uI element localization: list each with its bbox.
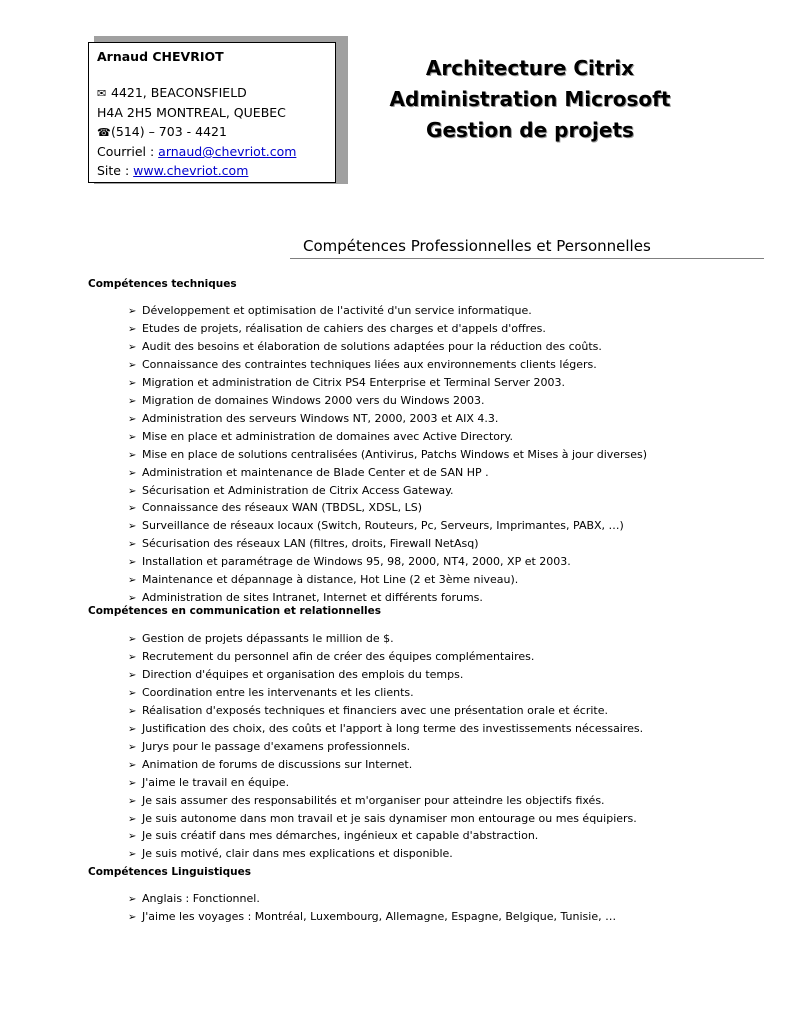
arrow-bullet-icon: ➢ <box>128 741 137 753</box>
list-item-text: Migration et administration de Citrix PS4 Enterprise et Terminal Server 2003. <box>142 375 566 389</box>
list-item-text: Je sais assumer des responsabilités et m'organiser pour atteindre les objectifs fixés. <box>142 793 605 807</box>
list-item <box>128 357 647 375</box>
list-item <box>128 667 643 685</box>
contact-phone: (514) – 703 - 4421 <box>111 124 227 139</box>
technical-skills-list <box>128 303 647 608</box>
list-item <box>128 721 643 739</box>
arrow-bullet-icon: ➢ <box>128 575 137 587</box>
list-item-text: Administration de sites Intranet, Internet et différents forums. <box>142 591 483 605</box>
list-item-text: Développement et optimisation de l'activité d'un service informatique. <box>142 304 532 317</box>
headline-line-3: Gestion de projets <box>426 118 634 142</box>
list-item <box>128 685 643 703</box>
arrow-bullet-icon: ➢ <box>128 413 137 425</box>
list-item <box>128 393 647 411</box>
list-item-text: Anglais : Fonctionnel. <box>142 892 260 905</box>
arrow-bullet-icon: ➢ <box>128 593 137 605</box>
list-item <box>128 775 643 793</box>
list-item-text: Administration et maintenance de Blade Center et de SAN HP . <box>142 465 489 479</box>
contact-email-link[interactable]: arnaud@chevriot.com <box>158 144 297 159</box>
list-item-text: Direction d'équipes et organisation des emplois du temps. <box>142 667 464 681</box>
arrow-bullet-icon: ➢ <box>128 634 137 645</box>
list-item <box>128 649 643 667</box>
list-item-text: J'aime le travail en équipe. <box>142 775 290 789</box>
section-title: Compétences Professionnelles et Personnelles <box>303 237 651 255</box>
list-item <box>128 411 647 429</box>
list-item-text: Surveillance de réseaux locaux (Switch, Routeurs, Pc, Serveurs, Imprimantes, PABX, …) <box>142 519 624 533</box>
contact-city: H4A 2H5 MONTREAL, QUEBEC <box>97 105 286 120</box>
subsection-title-languages: Compétences Linguistiques <box>88 866 251 878</box>
list-item-text: Je suis créatif dans mes démarches, ingénieux et capable d'abstraction. <box>142 829 539 843</box>
list-item-text: Administration des serveurs Windows NT, 2000, 2003 et AIX 4.3. <box>142 411 499 425</box>
arrow-bullet-icon: ➢ <box>128 759 137 771</box>
contact-site-line <box>97 161 335 180</box>
headline-line-1: Architecture Citrix <box>425 56 635 80</box>
list-item <box>128 321 647 339</box>
contact-name: Arnaud CHEVRIOT <box>97 49 224 64</box>
list-item-text: J'aime les voyages : Montréal, Luxembourg, Allemagne, Espagne, Belgique, Tunisie, … <box>142 909 617 923</box>
list-item <box>128 429 647 447</box>
list-item-text: Jurys pour le passage d'examens professionnels. <box>142 739 411 753</box>
list-item-text: Connaissance des contraintes techniques liées aux environnements clients légers. <box>142 357 597 371</box>
contact-email-line <box>97 142 335 161</box>
list-item-text: Migration de domaines Windows 2000 vers du Windows 2003. <box>142 393 485 407</box>
list-item <box>128 465 647 483</box>
list-item-text: Connaissance des réseaux WAN (TBDSL, XDSL, LS) <box>142 501 423 515</box>
contact-box <box>88 42 336 183</box>
list-item-text: Mise en place et administration de domaines avec Active Directory. <box>142 429 513 443</box>
list-item <box>128 846 643 864</box>
list-item <box>128 891 616 909</box>
list-item <box>128 909 616 927</box>
list-item-text: Coordination entre les intervenants et les clients. <box>142 685 414 699</box>
list-item-text: Animation de forums de discussions sur Internet. <box>142 757 413 771</box>
contact-address: 4421, BEACONSFIELD <box>111 85 247 100</box>
phone-icon: ☎ <box>97 126 111 139</box>
list-item <box>128 631 643 649</box>
headline-line-2: Administration Microsoft <box>389 87 671 111</box>
arrow-bullet-icon: ➢ <box>128 777 137 789</box>
list-item-text: Gestion de projets dépassants le million de $. <box>142 632 394 645</box>
communication-skills-list <box>128 631 643 864</box>
arrow-bullet-icon: ➢ <box>128 359 137 371</box>
list-item <box>128 483 647 501</box>
list-item <box>128 375 647 393</box>
contact-phone-line <box>97 122 335 142</box>
list-item-text: Maintenance et dépannage à distance, Hot Line (2 et 3ème niveau). <box>142 573 519 587</box>
list-item <box>128 554 647 572</box>
contact-email-label: Courriel : <box>97 144 159 159</box>
list-item-text: Je suis motivé, clair dans mes explications et disponible. <box>142 847 453 861</box>
list-item-text: Sécurisation et Administration de Citrix Access Gateway. <box>142 483 454 497</box>
arrow-bullet-icon: ➢ <box>128 651 137 663</box>
arrow-bullet-icon: ➢ <box>128 669 137 681</box>
list-item-text: Réalisation d'exposés techniques et financiers avec une présentation orale et écrite. <box>142 703 608 717</box>
list-item-text: Justification des choix, des coûts et l'apport à long terme des investissements nécessaires. <box>142 721 644 735</box>
section-divider <box>290 258 764 259</box>
arrow-bullet-icon: ➢ <box>128 449 137 461</box>
arrow-bullet-icon: ➢ <box>128 431 137 443</box>
list-item <box>128 339 647 357</box>
list-item-text: Mise en place de solutions centralisées (Antivirus, Patchs Windows et Mises à jour diverses) <box>142 447 648 461</box>
list-item-text: Etudes de projets, réalisation de cahiers des charges et d'appels d'offres. <box>142 321 546 335</box>
arrow-bullet-icon: ➢ <box>128 687 137 699</box>
list-item-text: Installation et paramétrage de Windows 95, 98, 2000, NT4, 2000, XP et 2003. <box>142 555 571 569</box>
list-item-text: Audit des besoins et élaboration de solutions adaptées pour la réduction des coûts. <box>142 339 602 353</box>
arrow-bullet-icon: ➢ <box>128 323 137 335</box>
list-item <box>128 447 647 465</box>
list-item <box>128 703 643 721</box>
arrow-bullet-icon: ➢ <box>128 377 137 389</box>
arrow-bullet-icon: ➢ <box>128 894 137 905</box>
list-item <box>128 536 647 554</box>
arrow-bullet-icon: ➢ <box>128 813 137 825</box>
list-item-text: Recrutement du personnel afin de créer des équipes complémentaires. <box>142 649 535 663</box>
contact-site-label: Site : <box>97 163 134 178</box>
arrow-bullet-icon: ➢ <box>128 341 137 353</box>
list-item <box>128 828 643 846</box>
contact-site-link[interactable]: www.chevriot.com <box>133 163 249 178</box>
language-skills-list <box>128 891 616 927</box>
list-item <box>128 811 643 829</box>
subsection-title-communication: Compétences en communication et relationnelles <box>88 605 382 617</box>
arrow-bullet-icon: ➢ <box>128 503 137 515</box>
list-item <box>128 757 643 775</box>
arrow-bullet-icon: ➢ <box>128 795 137 807</box>
subsection-title-technical: Compétences techniques <box>88 278 237 290</box>
list-item <box>128 739 643 757</box>
contact-address-line <box>97 83 335 103</box>
arrow-bullet-icon: ➢ <box>128 723 137 735</box>
list-item <box>128 793 643 811</box>
arrow-bullet-icon: ➢ <box>128 306 137 317</box>
list-item-text: Sécurisation des réseaux LAN (filtres, droits, Firewall NetAsq) <box>142 537 479 551</box>
headline <box>380 53 680 146</box>
arrow-bullet-icon: ➢ <box>128 539 137 551</box>
envelope-icon: ✉ <box>97 87 107 100</box>
arrow-bullet-icon: ➢ <box>128 705 137 717</box>
arrow-bullet-icon: ➢ <box>128 485 137 497</box>
arrow-bullet-icon: ➢ <box>128 831 137 843</box>
arrow-bullet-icon: ➢ <box>128 911 137 923</box>
arrow-bullet-icon: ➢ <box>128 467 137 479</box>
list-item <box>128 518 647 536</box>
list-item-text: Je suis autonome dans mon travail et je sais dynamiser mon entourage ou mes équipiers. <box>142 811 637 825</box>
arrow-bullet-icon: ➢ <box>128 521 137 533</box>
arrow-bullet-icon: ➢ <box>128 557 137 569</box>
list-item <box>128 572 647 590</box>
arrow-bullet-icon: ➢ <box>128 849 137 861</box>
arrow-bullet-icon: ➢ <box>128 395 137 407</box>
list-item <box>128 303 647 321</box>
list-item <box>128 500 647 518</box>
